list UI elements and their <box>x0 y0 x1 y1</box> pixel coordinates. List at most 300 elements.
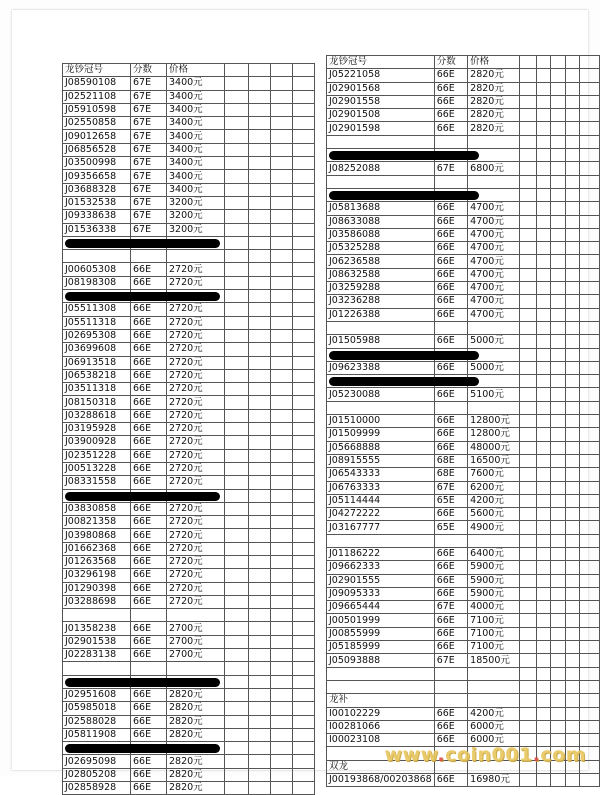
grade-cell: 66E <box>131 263 167 276</box>
price-cell: 4200元 <box>468 707 520 720</box>
table-row <box>327 308 600 321</box>
table-row <box>63 702 315 715</box>
table-row <box>63 276 315 289</box>
table-row <box>63 516 315 529</box>
price-cell: 7600元 <box>468 468 520 481</box>
grade-cell: 68E <box>434 468 467 481</box>
price-cell: 2820元 <box>167 688 225 701</box>
serial-cell: J02695308 <box>63 329 131 342</box>
table-row <box>63 569 315 582</box>
table-row <box>327 707 600 720</box>
price-cell: 3400元 <box>167 157 225 170</box>
price-cell: 4000元 <box>468 601 520 614</box>
table-row <box>327 694 600 707</box>
table-row <box>63 183 315 196</box>
serial-cell: I00023108 <box>327 734 435 747</box>
table-row <box>63 303 315 316</box>
grade-cell: 66E <box>434 255 467 268</box>
price-cell: 2820元 <box>167 755 225 768</box>
serial-cell: J03259288 <box>327 282 435 295</box>
grade-cell: 67E <box>434 654 467 667</box>
price-cell: 4700元 <box>468 242 520 255</box>
grade-cell: 65E <box>434 494 467 507</box>
table-row <box>327 162 600 175</box>
serial-cell: J09356658 <box>63 170 131 183</box>
price-cell: 5000元 <box>468 335 520 348</box>
serial-cell: J00855999 <box>327 627 435 640</box>
table-row <box>63 316 315 329</box>
grade-cell <box>434 534 467 547</box>
price-cell <box>468 694 520 707</box>
grade-cell: 67E <box>131 90 167 103</box>
table-row <box>327 95 600 108</box>
grade-cell: 66E <box>131 768 167 781</box>
table-row <box>327 388 600 401</box>
price-cell: 4700元 <box>468 268 520 281</box>
table-row <box>63 768 315 781</box>
grade-cell: 66E <box>434 361 467 374</box>
serial-cell: J02901508 <box>327 109 435 122</box>
table-row <box>63 396 315 409</box>
grade-cell: 66E <box>131 622 167 635</box>
grade-cell: 66E <box>131 396 167 409</box>
serial-cell: J01358238 <box>63 622 131 635</box>
table-row <box>327 428 600 441</box>
price-cell: 5900元 <box>468 561 520 574</box>
price-cell: 2820元 <box>468 69 520 82</box>
table-row <box>327 335 600 348</box>
table-row <box>63 555 315 568</box>
grade-cell: 66E <box>434 308 467 321</box>
grade-cell: 66E <box>131 436 167 449</box>
serial-cell: J08632588 <box>327 268 435 281</box>
table-row <box>327 454 600 467</box>
table-row <box>63 688 315 701</box>
price-cell: 3200元 <box>167 223 225 236</box>
grade-cell: 66E <box>131 423 167 436</box>
grade-cell: 66E <box>434 268 467 281</box>
grade-cell: 67E <box>131 210 167 223</box>
grade-cell <box>434 135 467 148</box>
price-cell: 4700元 <box>468 215 520 228</box>
price-cell: 16500元 <box>468 454 520 467</box>
table-row <box>63 143 315 156</box>
serial-cell: J05668888 <box>327 441 435 454</box>
table-row <box>327 680 600 693</box>
serial-cell: J02695098 <box>63 755 131 768</box>
table-row <box>63 117 315 130</box>
table-row <box>327 228 600 241</box>
grade-cell: 66E <box>434 215 467 228</box>
price-cell: 3200元 <box>167 196 225 209</box>
price-cell: 4700元 <box>468 255 520 268</box>
table-row <box>327 56 600 69</box>
grade-cell: 66E <box>434 282 467 295</box>
grade-cell: 67E <box>131 196 167 209</box>
grade-cell: 66E <box>131 476 167 489</box>
serial-cell: J00193868/00203868 <box>327 774 435 787</box>
price-cell: 2720元 <box>167 449 225 462</box>
serial-cell: J06543333 <box>327 468 435 481</box>
price-cell: 2720元 <box>167 582 225 595</box>
price-cell: 2720元 <box>167 369 225 382</box>
price-cell: 6400元 <box>468 547 520 560</box>
grade-cell: 66E <box>434 69 467 82</box>
table-row <box>327 242 600 255</box>
serial-cell: J08590108 <box>63 77 131 90</box>
serial-cell: J00513228 <box>63 462 131 475</box>
grade-cell: 66E <box>434 641 467 654</box>
grade-cell: 66E <box>131 782 167 795</box>
table-row <box>63 210 315 223</box>
price-cell <box>468 175 520 188</box>
serial-cell <box>327 667 435 680</box>
price-cell: 4700元 <box>468 202 520 215</box>
serial-cell <box>63 250 131 263</box>
table-row <box>327 295 600 308</box>
serial-cell: J01532538 <box>63 196 131 209</box>
grade-cell: 66E <box>434 720 467 733</box>
table-row <box>63 223 315 236</box>
price-cell: 2720元 <box>167 476 225 489</box>
table-row <box>63 356 315 369</box>
grade-cell: 67E <box>131 103 167 116</box>
serial-cell: J03688328 <box>63 183 131 196</box>
price-cell: 2820元 <box>468 95 520 108</box>
serial-cell: J05910598 <box>63 103 131 116</box>
grade-cell: 66E <box>131 755 167 768</box>
serial-cell <box>63 609 131 622</box>
price-cell <box>468 680 520 693</box>
grade-cell: 66E <box>434 242 467 255</box>
table-row <box>327 574 600 587</box>
price-cell: 2820元 <box>468 82 520 95</box>
serial-cell: J05511308 <box>63 303 131 316</box>
table-row <box>327 401 600 414</box>
redacted-row <box>327 348 600 361</box>
grade-cell: 67E <box>131 117 167 130</box>
serial-cell: I00281066 <box>327 720 435 733</box>
grade-cell: 66E <box>131 555 167 568</box>
grade-cell: 66E <box>131 383 167 396</box>
serial-cell: J09665444 <box>327 601 435 614</box>
table-row <box>327 268 600 281</box>
grade-cell: 67E <box>131 130 167 143</box>
price-cell: 2720元 <box>167 516 225 529</box>
table-row <box>63 170 315 183</box>
grade-cell <box>434 321 467 334</box>
price-cell <box>167 609 225 622</box>
table-row <box>63 782 315 795</box>
grade-cell: 66E <box>131 316 167 329</box>
price-cell: 3200元 <box>167 210 225 223</box>
price-cell: 18500元 <box>468 654 520 667</box>
serial-cell <box>327 401 435 414</box>
price-cell: 5900元 <box>468 574 520 587</box>
table-row <box>327 508 600 521</box>
table-row <box>327 109 600 122</box>
grade-cell: 66E <box>434 561 467 574</box>
serial-cell: J03900928 <box>63 436 131 449</box>
serial-cell: J05093888 <box>327 654 435 667</box>
price-cell: 2720元 <box>167 423 225 436</box>
grade-cell: 66E <box>131 582 167 595</box>
table-row <box>63 476 315 489</box>
price-cell: 48000元 <box>468 441 520 454</box>
price-cell: 4700元 <box>468 295 520 308</box>
serial-cell: J03586088 <box>327 228 435 241</box>
price-cell: 2820元 <box>167 715 225 728</box>
serial-cell: J06856528 <box>63 143 131 156</box>
grade-cell: 66E <box>434 574 467 587</box>
redacted-row <box>327 149 600 162</box>
price-cell: 4200元 <box>468 494 520 507</box>
grade-cell: 66E <box>131 595 167 608</box>
table-row <box>327 282 600 295</box>
serial-cell: J00605308 <box>63 263 131 276</box>
grade-cell: 66E <box>131 649 167 662</box>
price-cell: 2820元 <box>167 768 225 781</box>
price-cell: 2720元 <box>167 595 225 608</box>
price-cell: 3400元 <box>167 103 225 116</box>
grade-cell: 66E <box>131 569 167 582</box>
price-cell: 7100元 <box>468 627 520 640</box>
table-row <box>63 383 315 396</box>
serial-cell: J02588028 <box>63 715 131 728</box>
grade-cell: 66E <box>434 415 467 428</box>
serial-cell: J08198308 <box>63 276 131 289</box>
serial-cell: J05114444 <box>327 494 435 507</box>
serial-cell: J08331558 <box>63 476 131 489</box>
serial-cell: 龙钞冠号 <box>327 56 435 69</box>
grade-cell: 66E <box>131 502 167 515</box>
price-cell: 2720元 <box>167 343 225 356</box>
redacted-row <box>327 375 600 388</box>
table-row <box>327 69 600 82</box>
serial-cell: J03288698 <box>63 595 131 608</box>
table-row <box>63 157 315 170</box>
serial-cell: J09662333 <box>327 561 435 574</box>
table-row <box>327 415 600 428</box>
grade-cell: 66E <box>131 688 167 701</box>
price-cell: 价格 <box>468 56 520 69</box>
table-row <box>63 502 315 515</box>
serial-cell: J00821358 <box>63 516 131 529</box>
grade-cell: 66E <box>131 449 167 462</box>
price-cell: 7100元 <box>468 614 520 627</box>
serial-cell: J06538218 <box>63 369 131 382</box>
serial-cell: J06913518 <box>63 356 131 369</box>
price-cell: 3400元 <box>167 117 225 130</box>
price-cell: 12800元 <box>468 428 520 441</box>
serial-cell: J02858928 <box>63 782 131 795</box>
price-cell: 3400元 <box>167 77 225 90</box>
price-cell: 2720元 <box>167 396 225 409</box>
table-row <box>63 369 315 382</box>
grade-cell: 66E <box>434 587 467 600</box>
table-row <box>63 449 315 462</box>
grade-cell: 67E <box>131 157 167 170</box>
table-row <box>63 103 315 116</box>
grade-cell: 66E <box>131 276 167 289</box>
table-row <box>63 90 315 103</box>
serial-cell: J01263568 <box>63 555 131 568</box>
grade-cell: 66E <box>131 529 167 542</box>
serial-cell: J02901568 <box>327 82 435 95</box>
price-cell: 3400元 <box>167 143 225 156</box>
grade-cell: 66E <box>131 356 167 369</box>
table-row <box>63 130 315 143</box>
price-cell: 2820元 <box>468 122 520 135</box>
table-row <box>63 462 315 475</box>
grade-cell <box>434 401 467 414</box>
grade-cell: 66E <box>434 508 467 521</box>
price-cell: 2720元 <box>167 529 225 542</box>
table-row <box>327 361 600 374</box>
price-cell: 3400元 <box>167 183 225 196</box>
price-cell: 2720元 <box>167 462 225 475</box>
table-row <box>327 215 600 228</box>
table-row <box>63 755 315 768</box>
serial-cell: J01662368 <box>63 542 131 555</box>
table-row <box>63 582 315 595</box>
table-row <box>63 595 315 608</box>
serial-cell: J00501999 <box>327 614 435 627</box>
price-cell: 12800元 <box>468 415 520 428</box>
serial-cell: J05230088 <box>327 388 435 401</box>
price-cell: 2720元 <box>167 542 225 555</box>
price-cell: 6000元 <box>468 734 520 747</box>
grade-cell: 66E <box>434 295 467 308</box>
table-row <box>63 329 315 342</box>
grade-cell: 66E <box>131 409 167 422</box>
price-cell: 2720元 <box>167 356 225 369</box>
serial-cell: J03236288 <box>327 295 435 308</box>
grade-cell: 67E <box>131 143 167 156</box>
serial-cell: J03980868 <box>63 529 131 542</box>
grade-cell: 67E <box>131 223 167 236</box>
serial-cell: J04272222 <box>327 508 435 521</box>
table-row <box>327 641 600 654</box>
table-row <box>327 481 600 494</box>
price-cell: 2720元 <box>167 555 225 568</box>
price-cell: 3400元 <box>167 90 225 103</box>
table-row <box>327 601 600 614</box>
table-row <box>327 202 600 215</box>
serial-cell <box>327 321 435 334</box>
table-row <box>63 635 315 648</box>
price-cell: 2720元 <box>167 303 225 316</box>
grade-cell: 66E <box>131 369 167 382</box>
price-cell: 5100元 <box>468 388 520 401</box>
price-cell <box>468 321 520 334</box>
table-row <box>63 609 315 622</box>
price-cell: 2720元 <box>167 569 225 582</box>
table-row <box>63 529 315 542</box>
table-row <box>63 250 315 263</box>
serial-cell: J02901538 <box>63 635 131 648</box>
left-price-table <box>62 63 315 795</box>
serial-cell: J06236588 <box>327 255 435 268</box>
price-cell: 4700元 <box>468 308 520 321</box>
table-row <box>327 654 600 667</box>
serial-cell: J09012658 <box>63 130 131 143</box>
grade-cell <box>434 175 467 188</box>
table-row <box>63 542 315 555</box>
grade-cell: 66E <box>131 715 167 728</box>
grade-cell: 66E <box>434 122 467 135</box>
grade-cell: 66E <box>131 462 167 475</box>
serial-cell: 双龙 <box>327 760 435 773</box>
redacted-row <box>327 188 600 201</box>
table-row <box>63 409 315 422</box>
serial-cell: J02351228 <box>63 449 131 462</box>
serial-cell: J09095333 <box>327 587 435 600</box>
price-cell: 5600元 <box>468 508 520 521</box>
table-row <box>327 587 600 600</box>
table-row <box>327 521 600 534</box>
serial-cell <box>63 662 131 675</box>
serial-cell: J08915555 <box>327 454 435 467</box>
serial-cell: J02901598 <box>327 122 435 135</box>
serial-cell: J09623388 <box>327 361 435 374</box>
serial-cell: J03699608 <box>63 343 131 356</box>
grade-cell: 66E <box>131 303 167 316</box>
table-row <box>63 196 315 209</box>
grade-cell <box>131 250 167 263</box>
table-row <box>327 122 600 135</box>
table-row <box>327 255 600 268</box>
price-cell: 5900元 <box>468 587 520 600</box>
serial-cell: J03288618 <box>63 409 131 422</box>
serial-cell: J02521108 <box>63 90 131 103</box>
grade-cell: 66E <box>434 707 467 720</box>
grade-cell: 65E <box>434 521 467 534</box>
grade-cell: 66E <box>434 774 467 787</box>
grade-cell: 66E <box>131 728 167 741</box>
price-cell: 4700元 <box>468 228 520 241</box>
grade-cell: 66E <box>434 547 467 560</box>
table-row <box>327 534 600 547</box>
table-row <box>63 649 315 662</box>
grade-cell <box>131 662 167 675</box>
serial-cell: J05185999 <box>327 641 435 654</box>
price-cell: 6800元 <box>468 162 520 175</box>
price-cell: 2820元 <box>167 728 225 741</box>
grade-cell: 66E <box>434 202 467 215</box>
price-cell: 2720元 <box>167 263 225 276</box>
serial-cell: J05511318 <box>63 316 131 329</box>
price-cell: 4900元 <box>468 521 520 534</box>
serial-cell: J02901558 <box>327 95 435 108</box>
grade-cell: 66E <box>434 441 467 454</box>
serial-cell <box>327 680 435 693</box>
price-cell: 7100元 <box>468 641 520 654</box>
price-cell: 2720元 <box>167 383 225 396</box>
table-row <box>63 662 315 675</box>
price-cell: 16980元 <box>468 774 520 787</box>
price-cell: 6200元 <box>468 481 520 494</box>
serial-cell: J03500998 <box>63 157 131 170</box>
table-row <box>63 263 315 276</box>
table-row <box>63 715 315 728</box>
serial-cell: I00102229 <box>327 707 435 720</box>
serial-cell: J01536338 <box>63 223 131 236</box>
serial-cell: J02283138 <box>63 649 131 662</box>
price-cell <box>468 135 520 148</box>
price-cell <box>468 534 520 547</box>
header-serial: 龙钞冠号 <box>63 64 131 77</box>
